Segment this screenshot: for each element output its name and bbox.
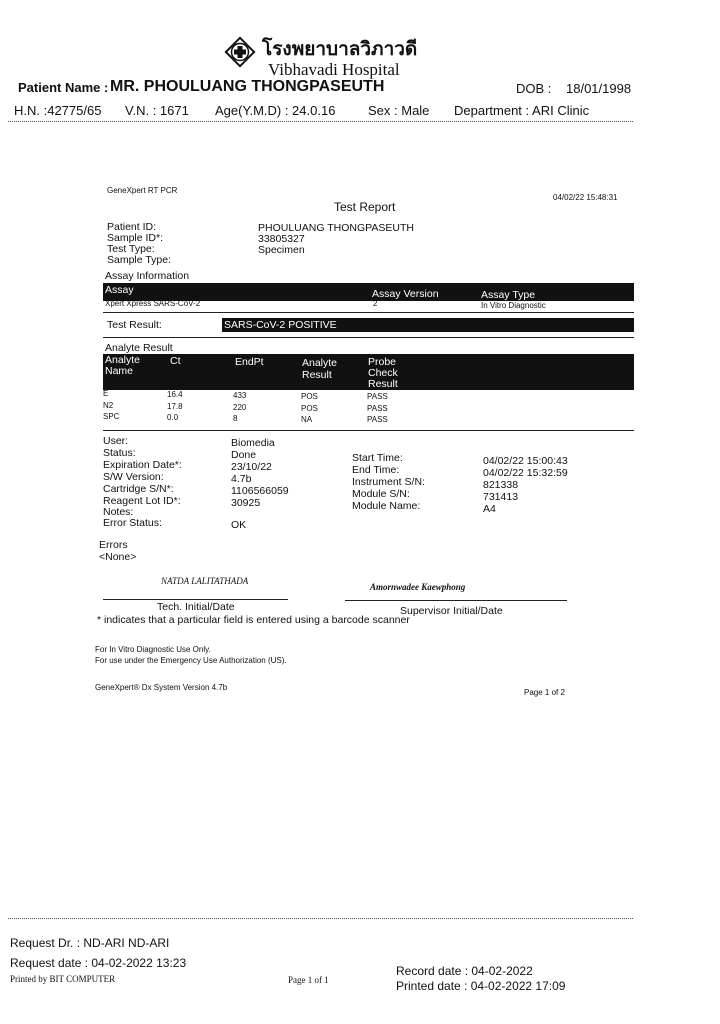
assay-col-header: Assay (105, 284, 134, 296)
start-time-value: 04/02/22 15:00:43 (483, 455, 568, 467)
error-status-label: Error Status: (103, 517, 162, 529)
instrument-sn-label: Instrument S/N: (352, 476, 425, 488)
analyte-row-e-result: POS (301, 392, 318, 401)
analyte-row-e-probe: PASS (367, 392, 388, 401)
barcode-note: * indicates that a particular field is entered using a barcode scanner (97, 614, 410, 626)
tech-caption: Tech. Initial/Date (157, 601, 235, 613)
analyte-row-spc-result: NA (301, 415, 313, 424)
error-status-value: OK (231, 519, 247, 531)
report-timestamp: 04/02/22 15:48:31 (553, 193, 618, 202)
expiration-date-label: Expiration Date*: (103, 459, 182, 471)
vn-number: V.N. : 1671 (125, 103, 189, 118)
sample-type-label: Sample Type: (107, 254, 172, 266)
reagent-lot-value: 30925 (231, 497, 261, 509)
footer-page-number: Page 1 of 1 (288, 975, 329, 985)
reagent-lot-label: Reagent Lot ID*: (103, 495, 181, 507)
module-name-label: Module Name: (352, 500, 421, 512)
hospital-logo (222, 34, 258, 70)
sw-version-label: S/W Version: (103, 471, 164, 483)
supervisor-signature-line (345, 600, 567, 601)
analyte-name-col-header: Analyte Name (105, 354, 141, 377)
department: Department : ARI Clinic (454, 103, 590, 118)
user-label: User: (103, 435, 129, 447)
patient-id-value: PHOULUANG THONGPASEUTH (258, 222, 414, 234)
request-doctor: Request Dr. : ND-ARI ND-ARI (10, 936, 170, 950)
sample-id-value: 33805327 (258, 233, 305, 245)
report-title: Test Report (334, 200, 396, 214)
hospital-name-english: Vibhavadi Hospital (268, 60, 400, 79)
patient-name-label: Patient Name : (18, 80, 109, 95)
assay-type: In Vitro Diagnostic (481, 301, 546, 310)
dob-value: 18/01/1998 (566, 81, 632, 96)
sw-version-value: 4.7b (231, 473, 252, 485)
record-date: Record date : 04-02-2022 (396, 964, 533, 978)
end-time-label: End Time: (352, 464, 400, 476)
analyte-row-spc-ct: 0.0 (167, 413, 179, 422)
assay-version-col-header: Assay Version (372, 288, 439, 300)
cartridge-sn-label: Cartridge S/N*: (103, 483, 174, 495)
analyte-row-spc-name: SPC (103, 412, 120, 421)
analyte-row-spc-endpt: 8 (233, 414, 238, 423)
tech-signature: NATDA LALITATHADA (161, 576, 249, 586)
instrument-sn-value: 821338 (483, 479, 519, 491)
assay-info-heading: Assay Information (105, 270, 190, 282)
user-value: Biomedia (231, 437, 275, 449)
analyte-row-e-endpt: 433 (233, 391, 247, 400)
request-date: Request date : 04-02-2022 13:23 (10, 956, 187, 970)
end-time-value: 04/02/22 15:32:59 (483, 467, 568, 479)
printed-date: Printed date : 04-02-2022 17:09 (396, 979, 566, 993)
analyte-row-n2-endpt: 220 (233, 403, 247, 412)
supervisor-caption: Supervisor Initial/Date (400, 605, 503, 617)
status-value: Done (231, 449, 257, 461)
analyte-rule (103, 430, 634, 431)
assay-type-col-header: Assay Type (481, 289, 536, 301)
report-system: GeneXpert RT PCR (107, 186, 178, 195)
dob-label: DOB : (516, 81, 552, 96)
footer-divider (8, 918, 633, 919)
test-result-rule (103, 337, 634, 338)
errors-label: Errors (99, 539, 128, 551)
notes-label: Notes: (103, 506, 134, 518)
ivd-note: For In Vitro Diagnostic Use Only. (95, 645, 211, 654)
analyte-row-n2-ct: 17.8 (167, 402, 183, 411)
analyte-row-n2-probe: PASS (367, 404, 388, 413)
module-name-value: A4 (483, 503, 496, 515)
patient-sex: Sex : Male (368, 103, 430, 118)
ct-col-header: Ct (170, 355, 181, 367)
expiration-date-value: 23/10/22 (231, 461, 272, 473)
test-type-value: Specimen (258, 244, 305, 256)
analyte-row-n2-name: N2 (103, 401, 114, 410)
analyte-row-e-name: E (103, 389, 109, 398)
analyte-result-col-header: Analyte Result (302, 357, 338, 381)
patient-id-label: Patient ID: (107, 221, 157, 233)
system-version: GeneXpert® Dx System Version 4.7b (95, 683, 228, 692)
analyte-row-n2-result: POS (301, 404, 318, 413)
module-sn-label: Module S/N: (352, 488, 410, 500)
probe-check-col-header: Probe Check Result (368, 356, 398, 390)
sample-id-label: Sample ID*: (107, 232, 164, 244)
eua-note: For use under the Emergency Use Authorization (US). (95, 656, 287, 665)
analyte-result-heading: Analyte Result (105, 342, 173, 354)
module-sn-value: 731413 (483, 491, 519, 503)
test-result-value: SARS-CoV-2 POSITIVE (224, 319, 337, 331)
report-page-number: Page 1 of 2 (524, 688, 565, 697)
analyte-row-e-ct: 16.4 (167, 390, 183, 399)
hospital-name-thai: โรงพยาบาลวิภาวดี (262, 38, 418, 60)
test-type-label: Test Type: (107, 243, 155, 255)
supervisor-signature: Amornwadee Kaewphong (370, 582, 466, 592)
assay-rule (103, 312, 634, 313)
assay-version: 2 (373, 299, 378, 308)
assay-name: Xpert Xpress SARS-CoV-2 (105, 299, 201, 308)
start-time-label: Start Time: (352, 452, 403, 464)
errors-value: <None> (99, 551, 137, 563)
cartridge-sn-value: 1106566059 (231, 485, 289, 497)
status-label: Status: (103, 447, 136, 459)
patient-age: Age(Y.M.D) : 24.0.16 (215, 103, 336, 118)
test-result-label: Test Result: (107, 319, 162, 331)
patient-name: MR. PHOULUANG THONGPASEUTH (110, 78, 385, 95)
tech-signature-line (103, 599, 288, 600)
printed-by: Printed by BIT COMPUTER (10, 974, 116, 984)
header-divider (8, 121, 633, 122)
endpt-col-header: EndPt (235, 356, 264, 368)
hn-number: H.N. :42775/65 (14, 103, 102, 118)
analyte-row-spc-probe: PASS (367, 415, 388, 424)
